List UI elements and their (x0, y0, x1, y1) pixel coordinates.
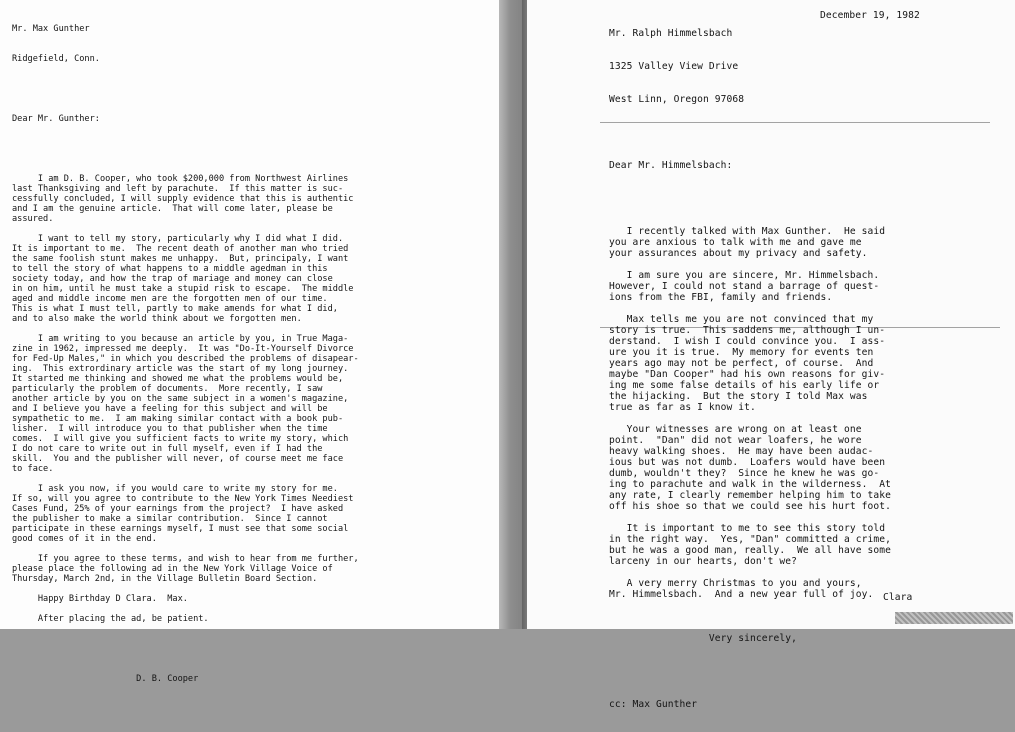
letter-page-right (527, 0, 1015, 710)
right-date: December 19, 1982 (820, 10, 920, 21)
right-paragraph-line: Max tells me you are not convinced that my (609, 314, 874, 325)
left-paragraph-line: another article by you on the same subject in a women's magazine, (12, 394, 349, 404)
left-paragraphs (12, 174, 491, 624)
right-cc: cc: Max Gunther (609, 699, 698, 710)
left-paragraph-line: I am D. B. Cooper, who took $200,000 from Northwest Airlines (12, 174, 349, 184)
left-paragraph-line: last Thanksgiving and left by parachute. If this matter is suc- (12, 184, 344, 194)
right-header-line-1: Mr. Ralph Himmelsbach (609, 28, 733, 39)
right-paragraph-line: ions from the FBI, family and friends. (609, 292, 833, 303)
right-paragraph-line: the hijacking. But the story I told Max was (609, 391, 868, 402)
right-paragraph-line: heavy walking shoes. He may have been audac- (609, 446, 874, 457)
right-paragraph-line: your assurances about my privacy and safety. (609, 248, 868, 259)
right-paragraph-line: true as far as I know it. (609, 402, 756, 413)
left-paragraph-line: and I am the genuine article. That will come later, please be (12, 204, 333, 214)
right-paragraph-line: off his shoe so that we could see his hurt foot. (609, 501, 892, 512)
letter-page-left (0, 0, 499, 684)
right-paragraph-line: derstand. I wish I could convince you. I ass- (609, 336, 886, 347)
left-paragraph-line: society today, and how the trap of mariage and money can close (12, 274, 333, 284)
right-paragraph-line: I am sure you are sincere, Mr. Himmelsbach. (609, 270, 880, 281)
left-paragraph-line: I want to tell my story, particularly why I did what I did. (12, 234, 344, 244)
left-paragraph-line: If you agree to these terms, and wish to hear from me further, (12, 554, 359, 564)
right-signature: Clara (883, 592, 913, 603)
left-paragraph-line: to tell the story of what happens to a middle agedman in this (12, 264, 328, 274)
left-paragraph-line: This is what I must tell, partly to make amends for what I did, (12, 304, 338, 314)
left-salutation: Dear Mr. Gunther: (12, 114, 100, 124)
right-paragraph-line: point. "Dan" did not wear loafers, he wore (609, 435, 862, 446)
left-letter-body (12, 4, 491, 704)
right-paragraph-line: A very merry Christmas to you and yours, (609, 578, 862, 589)
right-paragraph-line: dumb, wouldn't they? Since he knew he was go- (609, 468, 880, 479)
right-paragraph-line: It is important to me to see this story told (609, 523, 886, 534)
right-salutation: Dear Mr. Himmelsbach: (609, 160, 733, 171)
left-paragraph-line: Happy Birthday D Clara. Max. (12, 594, 188, 604)
left-header-line-1: Mr. Max Gunther (12, 24, 90, 34)
left-paragraph-line: assured. (12, 214, 54, 224)
left-paragraph-line: the same foolish stunt makes me unhappy. But, principaly, I want (12, 254, 349, 264)
left-paragraph-line: participate in these earnings myself, I must see that some social (12, 524, 349, 534)
right-paragraph-line: story is true. This saddens me, although I un- (609, 325, 886, 336)
left-paragraph-line: I do not care to write out in full myself, even if I had the (12, 444, 323, 454)
left-paragraph-line: If so, will you agree to contribute to the New York Times Neediest (12, 494, 354, 504)
right-paragraph-line: I recently talked with Max Gunther. He said (609, 226, 886, 237)
left-paragraph-line: and I believe you have a feeling for this subject and will be (12, 404, 328, 414)
right-paragraph-line: years ago may not be perfect, of course. And (609, 358, 874, 369)
right-paragraph-line: you are anxious to talk with me and gave me (609, 237, 862, 248)
right-paragraph-line: ious but was not dumb. Loafers would have been (609, 457, 886, 468)
right-paragraph-line: Your witnesses are wrong on at least one (609, 424, 862, 435)
left-paragraph-line: Thursday, March 2nd, in the Village Bulletin Board Section. (12, 574, 318, 584)
left-paragraph-line: particularly the problem of documents. More recently, I saw (12, 384, 323, 394)
right-header-line-3: West Linn, Oregon 97068 (609, 94, 745, 105)
left-paragraph-line: After placing the ad, be patient. (12, 614, 209, 624)
left-paragraph-line: cessfully concluded, I will supply evidence that this is authentic (12, 194, 354, 204)
left-paragraph-line: I ask you now, if you would care to write my story for me. (12, 484, 338, 494)
scan-artifact (600, 327, 1000, 328)
right-paragraph-line: ing to parachute and walk in the wilderness. At (609, 479, 892, 490)
left-signature: D. B. Cooper (12, 674, 199, 684)
archive-stamp (895, 612, 1013, 624)
left-paragraph-line: zine in 1962, impressed me deeply. It was "Do-It-Yourself Divorce (12, 344, 354, 354)
left-paragraph-line: It is important to me. The recent death of another man who tried (12, 244, 349, 254)
right-paragraphs (609, 226, 1009, 611)
right-paragraph-line: Mr. Himmelsbach. And a new year full of joy. (609, 589, 874, 600)
right-paragraph-line: in the right way. Yes, "Dan" committed a crime, (609, 534, 892, 545)
right-paragraph-line: maybe "Dan Cooper" had his own reasons for giv- (609, 369, 886, 380)
left-paragraph-line: to face. (12, 464, 54, 474)
right-paragraph-line: However, I could not stand a barrage of quest- (609, 281, 880, 292)
left-paragraph-line: the publisher to make a similar contribution. Since I cannot (12, 514, 328, 524)
left-paragraph-line: It started me thinking and showed me what the problems would be, (12, 374, 344, 384)
left-paragraph-line: ing. This extrordinary article was the start of my long journey. (12, 364, 349, 374)
right-paragraph-line: any rate, I clearly remember helping him to take (609, 490, 892, 501)
right-paragraph-line: but he was a good man, really. We all have some (609, 545, 892, 556)
left-paragraph-line: please place the following ad in the New York Village Voice of (12, 564, 333, 574)
left-paragraph-line: lisher. I will introduce you to that publisher when the time (12, 424, 328, 434)
left-paragraph-line: sympathetic to me. I am making similar contact with a book pub- (12, 414, 344, 424)
left-paragraph-line: and to also make the world think about we forgotten men. (12, 314, 302, 324)
left-header-line-2: Ridgefield, Conn. (12, 54, 100, 64)
left-paragraph-line: in on him, until he must take a stupid risk to escape. The middle (12, 284, 354, 294)
scan-artifact (600, 122, 990, 123)
right-closing: Very sincerely, (609, 633, 798, 644)
left-paragraph-line: aged and middle income men are the forgotten men of our time. (12, 294, 328, 304)
left-paragraph-line: I am writing to you because an article by you, in True Maga- (12, 334, 349, 344)
right-paragraph-line: larceny in our hearts, don't we? (609, 556, 798, 567)
right-paragraph-line: ure you it is true. My memory for events ten (609, 347, 874, 358)
left-paragraph-line: Cases Fund, 25% of your earnings from the project? I have asked (12, 504, 344, 514)
left-paragraph-line: for Fed-Up Males," in which you described the problems of disapear- (12, 354, 359, 364)
left-paragraph-line: good comes of it in the end. (12, 534, 157, 544)
right-paragraph-line: ing me some false details of his early life or (609, 380, 880, 391)
left-paragraph-line: skill. You and the publisher will never, of course meet me face (12, 454, 344, 464)
right-header-line-2: 1325 Valley View Drive (609, 61, 739, 72)
left-paragraph-line: comes. I will give you sufficient facts to write my story, which (12, 434, 349, 444)
